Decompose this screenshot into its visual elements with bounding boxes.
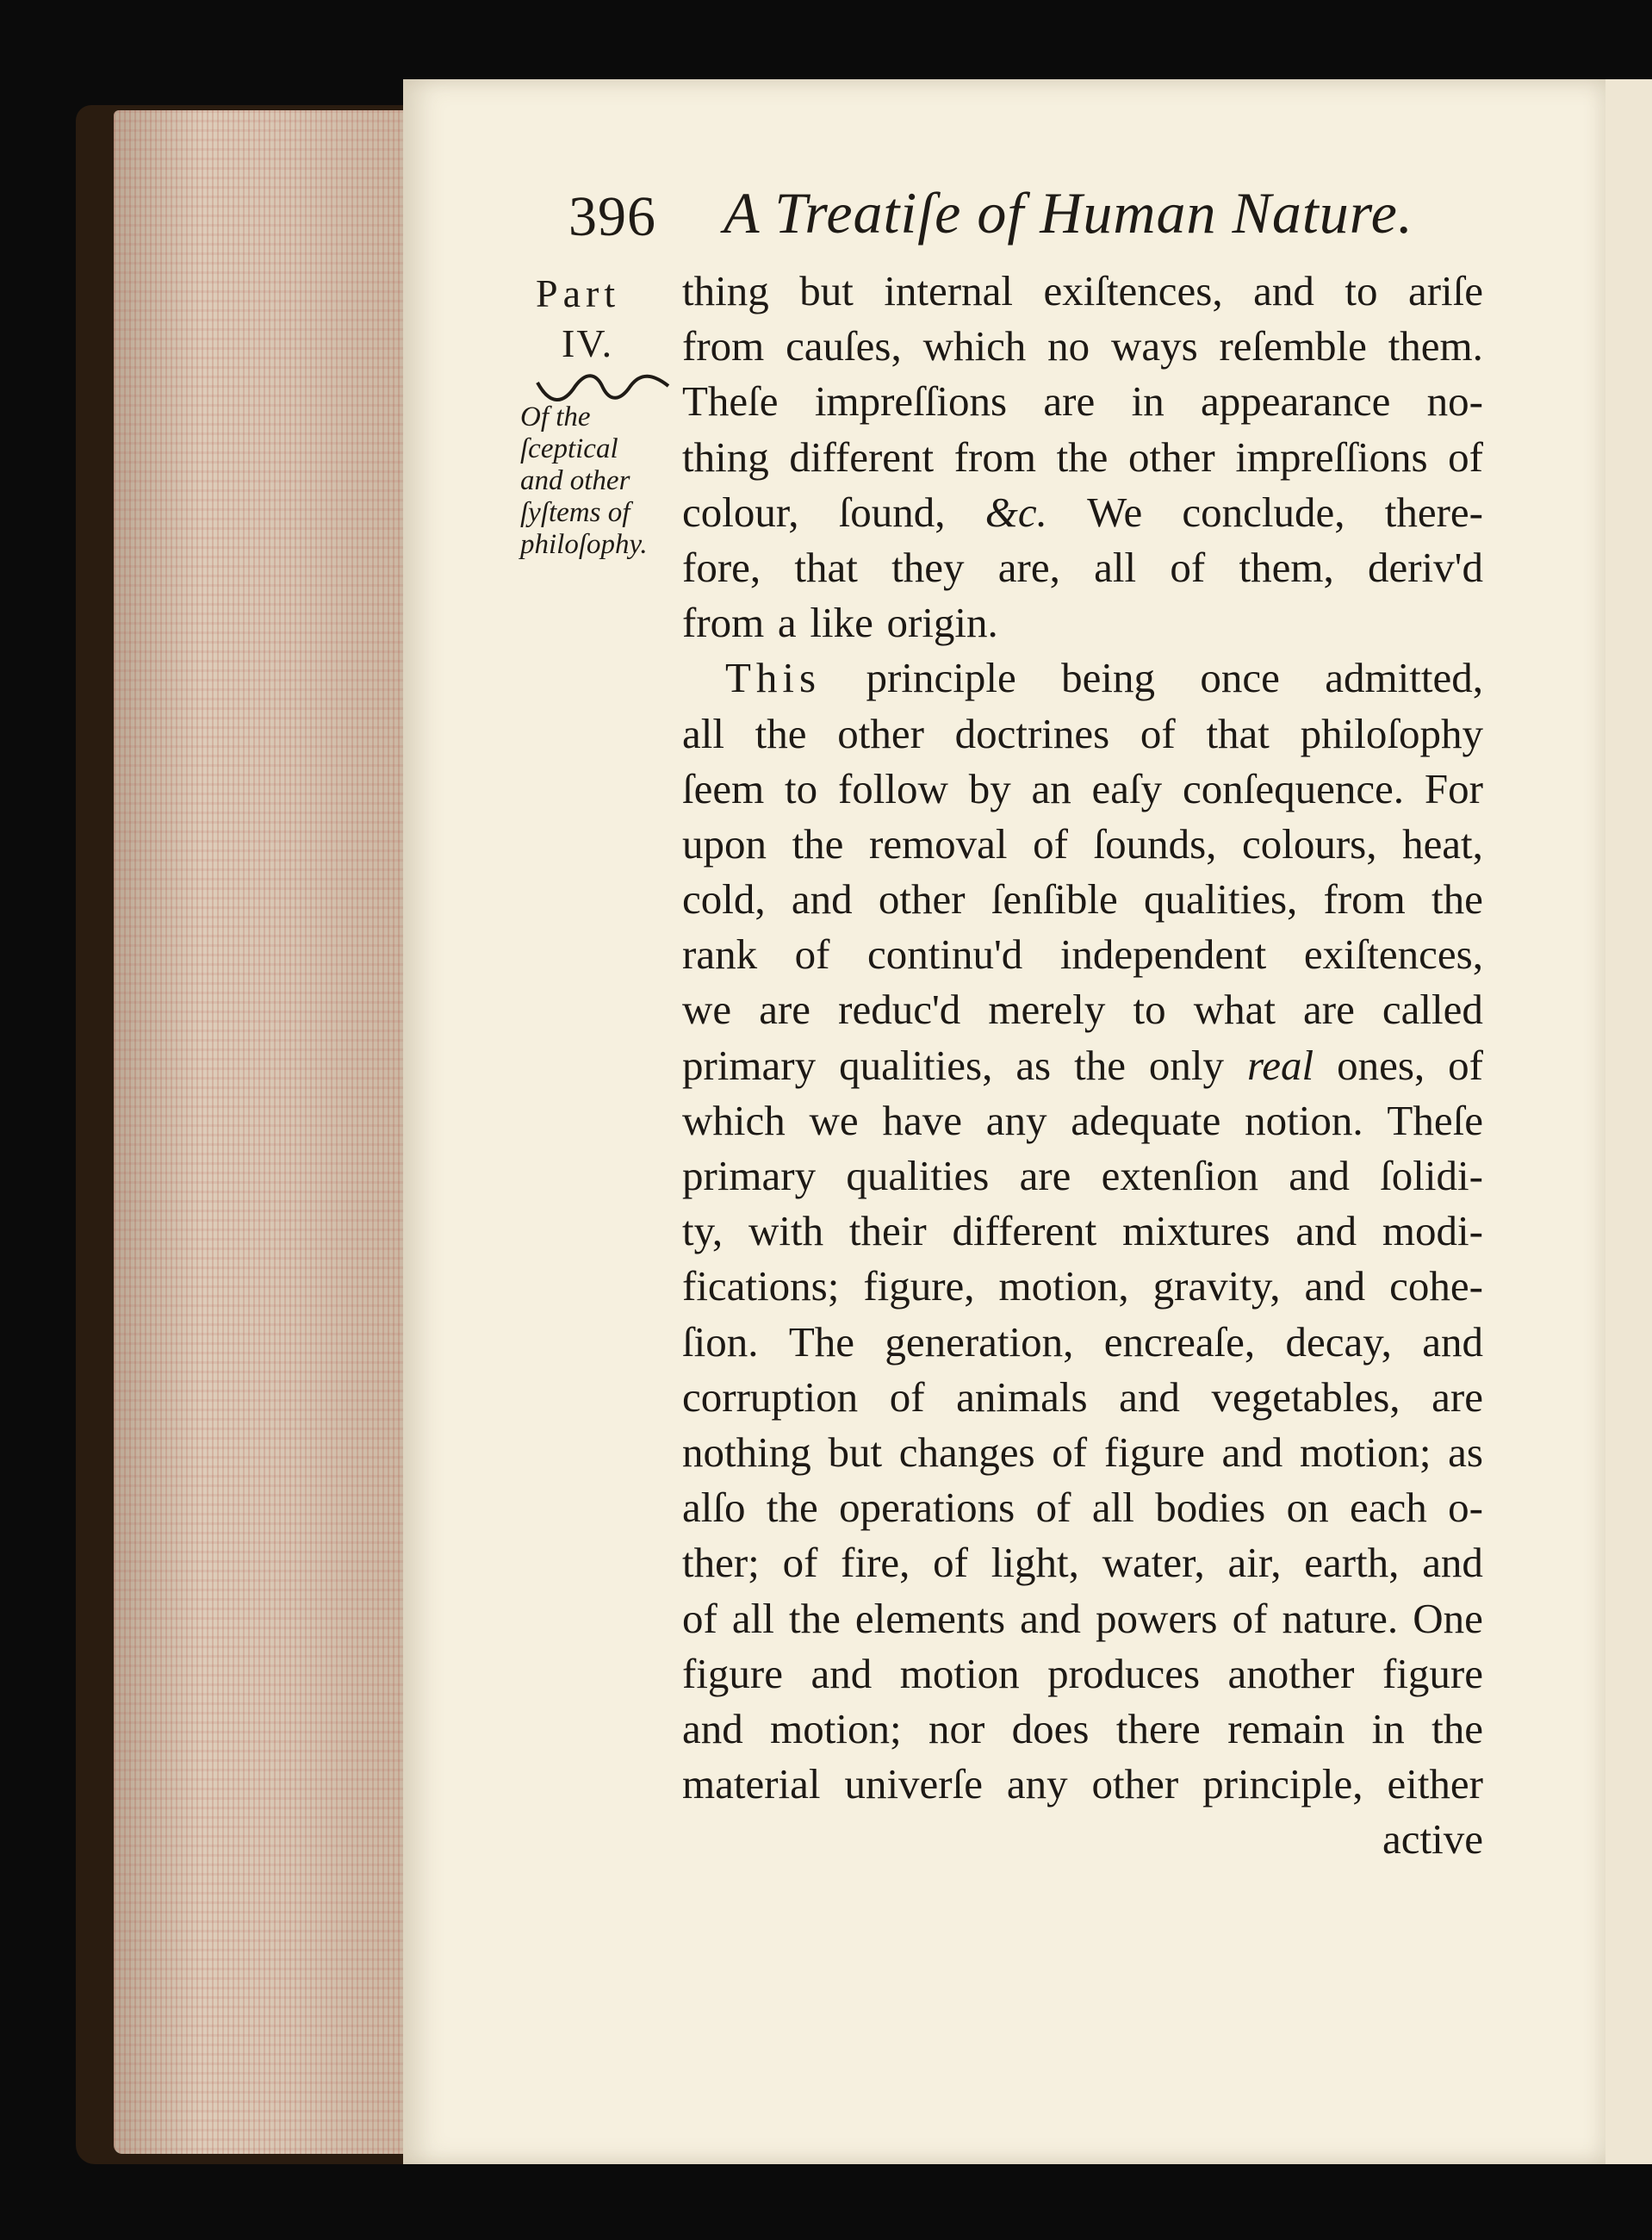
text-line	[682, 1315, 1483, 1370]
text-line	[682, 1757, 1483, 1812]
word: are	[1303, 986, 1355, 1034]
word: principle	[866, 654, 1016, 702]
word: The	[788, 1317, 855, 1366]
page-edges	[114, 110, 407, 2154]
word: reduc'd	[838, 986, 961, 1034]
text-line	[682, 1646, 1483, 1702]
word: the	[766, 1484, 818, 1532]
text-line	[682, 374, 1483, 429]
word: are	[759, 986, 811, 1034]
word: called	[1382, 986, 1483, 1034]
word: continu'd	[866, 930, 1023, 979]
word: encreaſe,	[1103, 1317, 1256, 1366]
word: their	[848, 1207, 927, 1255]
text-line	[682, 1093, 1483, 1148]
word: ſolidi-	[1380, 1152, 1483, 1199]
word: thing	[682, 432, 769, 481]
word: bodies	[1155, 1484, 1266, 1532]
word: ſenſible	[991, 875, 1118, 924]
word: deriv'd	[1367, 543, 1483, 591]
word: corruption	[682, 1372, 859, 1421]
marginal-note-line: Of the	[520, 401, 591, 432]
word: of	[889, 1372, 925, 1421]
word: and	[1221, 1428, 1283, 1476]
word: extenſion	[1101, 1152, 1258, 1199]
word: once	[1200, 654, 1280, 702]
word: motion	[899, 1649, 1020, 1697]
word: ſion.	[682, 1317, 759, 1366]
text-line	[682, 595, 1483, 650]
word: principle,	[1202, 1760, 1363, 1808]
word: animals	[956, 1372, 1088, 1421]
word: and	[1422, 1539, 1483, 1587]
word: to	[785, 764, 818, 812]
word: doctrines	[954, 709, 1110, 757]
word: We	[1087, 488, 1143, 536]
word: all	[1094, 543, 1137, 591]
word: the	[1432, 1704, 1483, 1752]
word: them,	[1239, 543, 1334, 591]
text-line	[682, 1204, 1483, 1259]
word: Theſe	[682, 377, 779, 426]
word: material	[682, 1760, 821, 1808]
word: the	[788, 1594, 841, 1642]
word: rank	[682, 930, 758, 979]
catchword-text: active	[1382, 1815, 1483, 1864]
word: ariſe	[1407, 267, 1483, 314]
word: with	[748, 1207, 824, 1255]
word: modi-	[1382, 1207, 1483, 1255]
word: there-	[1384, 488, 1483, 536]
word: exiſtences,	[1303, 930, 1483, 979]
word: qualities,	[1144, 875, 1298, 924]
word: on	[1286, 1484, 1329, 1532]
word: the	[755, 709, 807, 757]
word: alſo	[682, 1484, 746, 1532]
marginal-note-line: ſyſtems of	[520, 497, 630, 528]
word: other	[1091, 1760, 1179, 1808]
text-line	[682, 872, 1483, 927]
text-line	[682, 1370, 1483, 1425]
word: any	[985, 1096, 1047, 1144]
word: fications;	[682, 1262, 840, 1310]
word: have	[882, 1096, 962, 1144]
word: ones,	[1337, 1041, 1425, 1089]
word: by	[968, 764, 1011, 812]
word: follow	[837, 764, 948, 812]
word: of	[1448, 432, 1483, 481]
word: operations	[839, 1484, 1015, 1532]
word: Theſe	[1387, 1096, 1483, 1144]
word: and	[810, 1649, 873, 1697]
word: different	[952, 1207, 1097, 1255]
word: origin.	[886, 599, 998, 647]
word: the	[1074, 1041, 1126, 1089]
word: motion,	[998, 1262, 1129, 1310]
word: of	[682, 1594, 717, 1642]
word: of	[1448, 1041, 1483, 1089]
word: thing	[682, 267, 769, 314]
word: water,	[1102, 1539, 1205, 1587]
word: impreſſions	[814, 377, 1008, 426]
word: there	[1115, 1704, 1201, 1752]
page-number: 396	[568, 185, 656, 248]
word: only	[1148, 1041, 1225, 1089]
word: does	[1011, 1704, 1090, 1752]
word: and	[1289, 1152, 1350, 1199]
word: figure,	[863, 1262, 975, 1310]
text-line	[682, 1148, 1483, 1204]
word: cold,	[682, 875, 766, 924]
text-line	[682, 1535, 1483, 1590]
word: and	[682, 1704, 743, 1752]
word: ty,	[682, 1207, 724, 1255]
text-line	[682, 817, 1483, 872]
word: eaſy	[1091, 764, 1163, 812]
word: and	[1119, 1372, 1180, 1421]
word: primary	[682, 1152, 817, 1199]
word: ther;	[682, 1539, 760, 1587]
word: a	[777, 599, 797, 647]
word: that	[1206, 709, 1270, 757]
word: figure	[682, 1649, 783, 1697]
word: heat,	[1402, 819, 1483, 868]
word: colour,	[682, 488, 799, 536]
word: qualities	[846, 1152, 990, 1199]
word: changes	[898, 1428, 1035, 1476]
word: decay,	[1285, 1317, 1392, 1366]
word: upon	[682, 819, 767, 868]
text-line	[682, 927, 1483, 982]
word: internal	[884, 267, 1013, 314]
word: of	[1232, 1594, 1268, 1642]
text-line	[682, 319, 1483, 374]
word: primary	[682, 1041, 817, 1089]
word: are	[1432, 1372, 1483, 1421]
word: as	[1015, 1041, 1052, 1089]
word: but	[828, 1428, 883, 1476]
word: real	[1247, 1041, 1314, 1089]
marginal-note-line: philoſophy.	[520, 529, 648, 560]
word: remain	[1227, 1704, 1345, 1752]
word: light,	[991, 1539, 1079, 1587]
word: from	[682, 322, 765, 370]
word: generation,	[885, 1317, 1074, 1366]
word: from	[682, 599, 765, 647]
word: of	[1052, 1428, 1088, 1476]
text-line	[682, 540, 1483, 595]
word: univerſe	[844, 1760, 983, 1808]
word: earth,	[1304, 1539, 1400, 1587]
word: ſeem	[682, 764, 765, 812]
word: powers	[1095, 1594, 1218, 1642]
text-line	[682, 706, 1483, 762]
word: cohe-	[1389, 1262, 1483, 1310]
word: in	[1131, 377, 1164, 426]
word: all	[682, 709, 724, 757]
word: the	[1056, 432, 1109, 481]
word: qualities,	[839, 1041, 993, 1089]
word: elements	[854, 1594, 1006, 1642]
body-text	[682, 264, 1483, 1867]
word: nothing	[682, 1428, 811, 1476]
word: figure	[1382, 1649, 1483, 1697]
word: another	[1227, 1649, 1355, 1697]
word: but	[799, 267, 854, 314]
word: in	[1371, 1704, 1405, 1752]
word: ways	[1110, 322, 1198, 370]
word: of	[933, 1539, 968, 1587]
text-line	[682, 1702, 1483, 1757]
word: which	[682, 1096, 786, 1144]
word: all	[731, 1594, 774, 1642]
word: of	[1035, 1484, 1071, 1532]
word: produces	[1047, 1649, 1201, 1697]
word: an	[1031, 764, 1071, 812]
word: other	[837, 709, 924, 757]
text-line	[682, 1425, 1483, 1480]
word: and	[1422, 1317, 1483, 1366]
word: which	[922, 322, 1027, 370]
word: removal	[869, 819, 1008, 868]
word: reſemble	[1219, 322, 1367, 370]
word: One	[1413, 1594, 1483, 1642]
word: conſequence.	[1182, 764, 1405, 812]
text-line	[682, 1480, 1483, 1535]
word: ſounds,	[1093, 819, 1217, 868]
word: fore,	[682, 543, 761, 591]
text-line	[682, 1038, 1483, 1093]
word: independent	[1059, 930, 1267, 979]
word: mixtures	[1122, 1207, 1270, 1255]
word: of	[794, 930, 830, 979]
word: no-	[1426, 377, 1483, 426]
word: them.	[1388, 322, 1483, 370]
text-line	[682, 1591, 1483, 1646]
text-line	[682, 762, 1483, 817]
word: any	[1006, 1760, 1068, 1808]
text-line	[682, 650, 1483, 706]
word: either	[1387, 1760, 1483, 1808]
word: and	[1253, 267, 1314, 314]
marginal-note-line: ſceptical	[520, 433, 618, 464]
word: merely	[988, 986, 1106, 1034]
text-line	[682, 430, 1483, 485]
word: motion;	[770, 1704, 902, 1752]
word: each	[1349, 1484, 1427, 1532]
word: from	[1323, 875, 1406, 924]
word: air,	[1227, 1539, 1282, 1587]
text-line	[682, 264, 1483, 319]
word: other	[1128, 432, 1215, 481]
word: all	[1091, 1484, 1134, 1532]
word: no	[1047, 322, 1090, 370]
word: nature.	[1282, 1594, 1399, 1642]
text-line	[682, 1259, 1483, 1314]
part-number: IV.	[562, 321, 614, 365]
word: o-	[1448, 1484, 1483, 1532]
word: to	[1345, 267, 1378, 314]
word: motion;	[1299, 1428, 1432, 1476]
word: adequate	[1071, 1096, 1221, 1144]
word: we	[682, 986, 732, 1034]
word: ſound,	[838, 488, 946, 536]
word: and	[791, 875, 853, 924]
word: notion.	[1245, 1096, 1363, 1144]
word: we	[809, 1096, 859, 1144]
word: what	[1193, 986, 1276, 1034]
word: of	[1170, 543, 1206, 591]
part-label: Part	[536, 271, 621, 315]
word: of	[1140, 709, 1176, 757]
word: For	[1424, 764, 1483, 812]
word: as	[1448, 1428, 1483, 1476]
word: gravity,	[1152, 1262, 1281, 1310]
word: vegetables,	[1211, 1372, 1400, 1421]
word: cauſes,	[786, 322, 902, 370]
word: admitted,	[1325, 654, 1483, 702]
marginal-note	[520, 401, 672, 561]
word: This	[725, 654, 822, 702]
word: different	[789, 432, 935, 481]
word: fire,	[841, 1539, 910, 1587]
word: appearance	[1201, 377, 1391, 426]
word: that	[794, 543, 858, 591]
word: the	[792, 819, 844, 868]
word: impreſſions	[1235, 432, 1428, 481]
marginal-note-line: and other	[520, 465, 630, 496]
word: they	[891, 543, 965, 591]
word: of	[782, 1539, 818, 1587]
word: are	[1019, 1152, 1071, 1199]
word: of	[1033, 819, 1068, 868]
word: being	[1061, 654, 1155, 702]
word: other	[878, 875, 966, 924]
word: are,	[997, 543, 1060, 591]
running-title: A Treatiſe of Human Nature.	[724, 180, 1413, 246]
word: and	[1304, 1262, 1366, 1310]
word: nor	[928, 1704, 985, 1752]
ornament-flourish	[534, 370, 672, 405]
word: and	[1020, 1594, 1081, 1642]
word: to	[1133, 986, 1166, 1034]
word: colours,	[1242, 819, 1377, 868]
text-line	[682, 485, 1483, 540]
text-line	[682, 982, 1483, 1037]
word: philoſophy	[1300, 709, 1483, 757]
word: like	[810, 599, 873, 647]
word: conclude,	[1182, 488, 1345, 536]
word: and	[1295, 1207, 1357, 1255]
word: are	[1043, 377, 1096, 426]
word: &c.	[984, 488, 1047, 536]
word: exiſtences,	[1043, 267, 1223, 314]
word: the	[1432, 875, 1483, 924]
word: from	[953, 432, 1036, 481]
catchword	[682, 1812, 1483, 1867]
word: figure	[1103, 1428, 1205, 1476]
